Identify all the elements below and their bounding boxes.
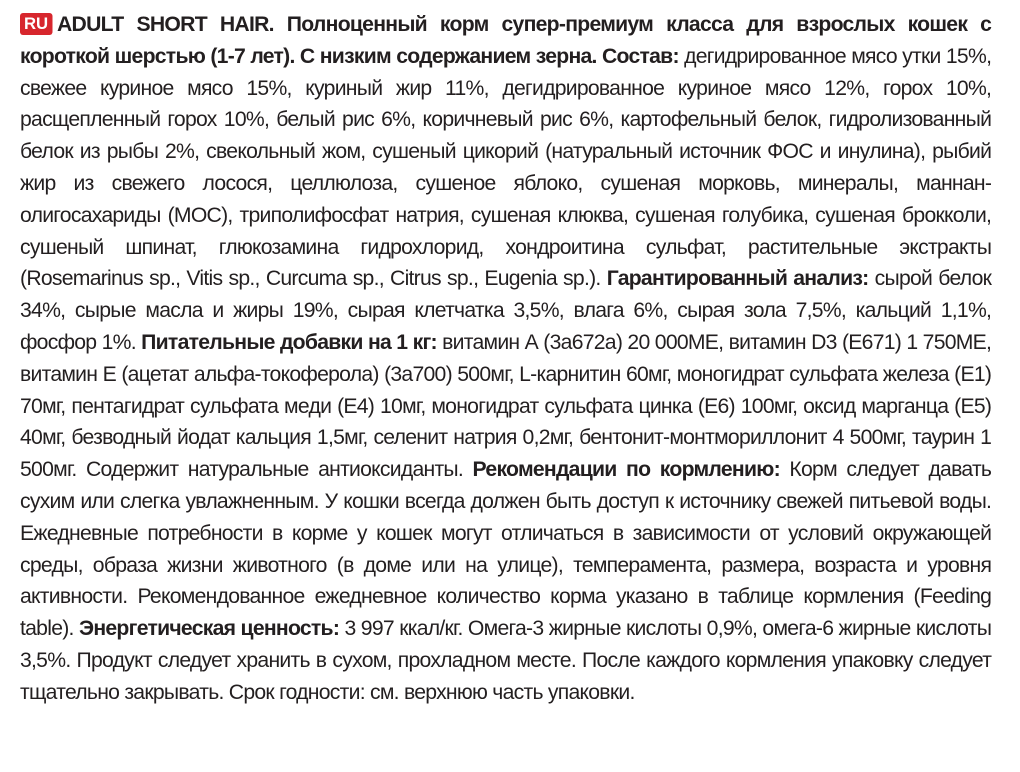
feeding-recommendations-heading: Рекомендации по кормлению: (472, 457, 780, 482)
energy-value-text: 3 997 ккал/кг. Омега-3 жирные кислоты 0,9%, омега-6 жирные кислоты 3,5%. Продукт следует хранить в сухом, прохладном месте. После каждого кормления упаковку следует тщательно закрывать. Срок годности: см. верхнюю часть упаковки. (20, 616, 992, 704)
energy-value-heading: Энергетическая ценность: (79, 616, 340, 641)
composition-heading: Состав: (601, 43, 679, 68)
guaranteed-analysis-text: сырой белок 34%, сырые масла и жиры 19%, сырая клетчатка 3,5%, влага 6%, сырая зола 7,5%, кальций 1,1%, фосфор 1%. (20, 266, 992, 354)
nutritional-additives-text: витамин А (3а672а) 20 000МЕ, витамин D3 (Е671) 1 750МЕ, витамин Е (ацетат альфа-токоферола) (3а700) 500мг, L-карнитин 60мг, моногидрат сульфата железа (Е1) 70мг, пентагидрат сульфата меди (Е4) 10мг, моногидрат сульфата цинка (Е6) 100мг, оксид марганца (Е5) 40мг, безводный йодат кальция 1,5мг, селенит натрия 0,2мг, бентонит-монтмориллонит 4 500мг, таурин 1 500мг. Содержит натуральные антиоксиданты. (20, 329, 992, 482)
nutritional-additives-heading: Питательные добавки на 1 кг: (141, 329, 437, 354)
language-badge: RU (20, 13, 52, 35)
feeding-recommendations-text: Корм следует давать сухим или слегка увлажненным. У кошки всегда должен быть доступ к источнику свежей питьевой воды. Ежедневные потребности в корме у кошек могут отличаться в зависимости от условий окружающей среды, образа жизни животного (в доме или на улице), темперамента, размера, возраста и уровня активности. Рекомендованное ежедневное количество корма указано в таблице кормления (Feeding table). (20, 457, 992, 641)
product-label-text (20, 9, 991, 709)
guaranteed-analysis-heading: Гарантированный анализ: (606, 266, 869, 291)
composition-text: дегидрированное мясо утки 15%, свежее куриное мясо 15%, куриный жир 11%, дегидрированное куриное мясо 12%, горох 10%, расщепленный горох 10%, белый рис 6%, коричневый рис 6%, картофельный белок, гидролизованный белок из рыбы 2%, свекольный жом, сушеный цикорий (натуральный источник ФОС и инулина), рыбий жир из свежего лосося, целлюлоза, сушеное яблоко, сушеная морковь, минералы, маннан-олигосахариды (МОС), триполифосфат натрия, сушеная клюква, сушеная голубика, сушеная брокколи, сушеный шпинат, глюкозамина гидрохлорид, хондроитина сульфат, растительные экстракты (Rosemarinus sp., Vitis sp., Curcuma sp., Citrus sp., Eugenia sp.). (20, 43, 992, 291)
product-title: ADULT SHORT HAIR. Полноценный корм супер-премиум класса для взрослых кошек с короткой шерстью (1-7 лет). С низким содержанием зерна. (20, 12, 992, 68)
